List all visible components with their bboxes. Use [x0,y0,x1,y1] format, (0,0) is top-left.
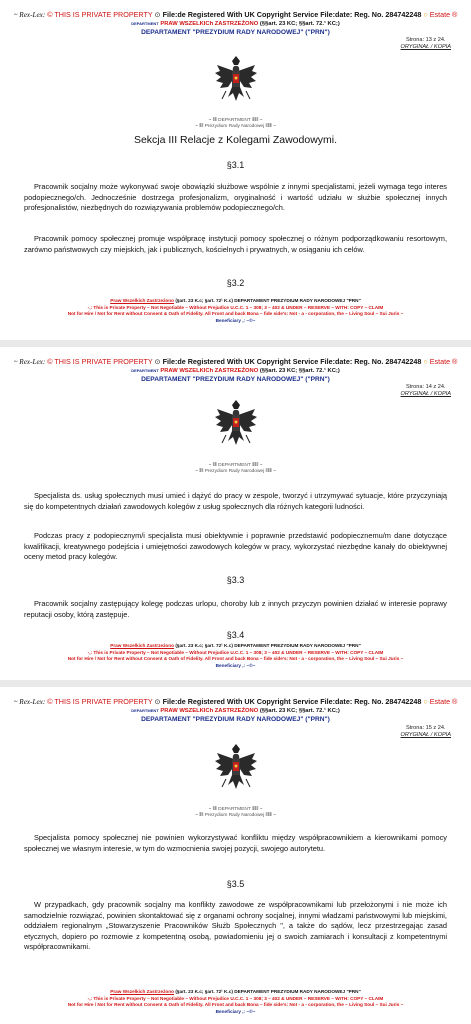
department-name: DEPARTAMENT "PREZYDIUM RADY NARODOWEJ" ("PRN") [141,716,330,723]
page-info [401,725,451,739]
header-line-1: ~ Rex-Lex: © THIS IS PRIVATE PROPERTY ⊙ File:de Registered With UK Copyright Service File:date: Reg. No. 284742248 ○ Estate ® [13,357,458,366]
section-heading-3-2: §3.2 [226,278,245,288]
header-line-2: DEPARTMENT PRAW WSZELKICh ZASTRZEŻONO (§§art. 23 KC; §§art. 72.¹ KC;) [131,368,340,374]
emblem-caption: ~ ⦀⦀ DEPARTMENT ⦀⦀⦀ ~ ~ ⦀⦀ Prezydium Rady Narodowej ⦀⦀⦀ ~ [195,118,276,129]
footer: Praw Wszelkich Zastrzeżono (§art. 23 K.c; §art. 72¹ K.c) DEPARTAMENT PREZYDIUM RADY NARODOWEJ "PRN" -,: This is Private Property – Not Negotiable – Without Prejudice U.C.C. 1 – 308; 3 – 402 & UNDER – RESERVE – WITH: COPY – CLAIM Not for Hire / Not for Rent without Consent & Oath of Fidelity. All Front and back Bona – fide side's: Not - a - corporation, the – Living Soul – Sui Juris – Beneficiary ,: ~©~ [67,989,404,1014]
header-line-1: ~ Rex-Lex: © THIS IS PRIVATE PROPERTY ⊙ File:de Registered With UK Copyright Service File:date: Reg. No. 284742248 ○ Estate ® [13,10,458,19]
paragraph: Podczas pracy z podopiecznym/i specjalista musi obiektywnie i poprawnie przedstawić podopiecznemu/m dane dotyczące kwalifikacji, kreatywnego podejścia i umiejętności zawodowych kolegów w pracy, wykorzystać niezbędne kanały do obiektywnej oceny metod pracy kolegów. [24,531,447,561]
header-line-2: DEPARTMENT PRAW WSZELKICh ZASTRZEŻONO (§§art. 23 KC; §§art. 72.¹ KC;) [131,708,340,714]
footer: Praw Wszelkich Zastrzeżono (§art. 23 K.c; §art. 72¹ K.c) DEPARTAMENT PREZYDIUM RADY NARODOWEJ "PRN" -,: This is Private Property – Not Negotiable – Without Prejudice U.C.C. 1 – 308; 3 – 402 & UNDER – RESERVE – WITH: COPY – CLAIM Not for Hire / Not for Rent without Consent & Oath of Fidelity. All Front and back Bona – fide side's: Not - a - corporation, the – Living Soul – Sui Juris – Beneficiary ,: ~©~ [67,643,404,668]
eagle-emblem-icon [213,743,259,793]
header-line-2: DEPARTMENT PRAW WSZELKICh ZASTRZEŻONO (§§art. 23 KC; §§art. 72.¹ KC;) [131,21,340,27]
page-info [401,37,451,51]
page-number: Strona: 13 z 24. [406,37,446,43]
department-name: DEPARTAMENT "PREZYDIUM RADY NARODOWEJ" ("PRN") [141,29,330,36]
footer: Praw Wszelkich Zastrzeżono (§art. 23 K.c; §art. 72¹ K.c) DEPARTAMENT PREZYDIUM RADY NARODOWEJ "PRN" -,: This is Private Property – Not Negotiable – Without Prejudice U.C.C. 1 – 308; 3 – 402 & UNDER – RESERVE – WITH: COPY – CLAIM Not for Hire / Not for Rent without Consent & Oath of Fidelity. All Front and back Bona – fide side's: Not - a - corporation, the – Living Soul – Sui Juris – Beneficiary ,: ~©~ [67,298,404,323]
page-number: Strona: 14 z 24. [406,384,446,390]
document-page-15 [0,687,471,1024]
original-copy-label: ORYGINAŁ / KOPIA [400,732,451,738]
section-title: Sekcja III Relacje z Kolegami Zawodowymi. [133,134,338,146]
eagle-emblem-icon [213,399,259,449]
paragraph: Specjalista ds. usług społecznych musi umieć i dążyć do pracy w zespole, tworzyć i utrzymywać sytuacje, które przyczyniają się do kompetentnych działań zawodowych kolegów z usług społecznych dla różnych kategorii ludności. [24,491,447,511]
emblem-caption: ~ ⦀⦀ DEPARTMENT ⦀⦀⦀ ~ ~ ⦀⦀ Prezydium Rady Narodowej ⦀⦀⦀ ~ [195,807,276,818]
paragraph: Pracownik socjalny może wykonywać swoje obowiązki służbowe wspólnie z innymi specjalistami, jeżeli wymaga tego interes podopiecznego/ch. Jednocześnie dostrzega profesjonalizm, oryginalność i wartość udziału w służbie społecznej innych profesjonalistów, niezbędnych do rozwiązywania problemów podopiecznego/ch. [24,182,447,212]
page-info [401,384,451,398]
paragraph: Pracownik socjalny zastępujący kolegę podczas urlopu, choroby lub z innych przyczyn powinien działać w interesie poprawy reputacji osoby, którą zastępuje. [24,599,447,619]
section-heading-3-3: §3.3 [226,575,245,585]
paragraph: Pracownik pomocy społecznej promuje współpracę instytucji pomocy społecznej o różnym podporządkowaniu resortowym, zarówno państwowych czy miejskich, jak i publicznych, kościelnych i prywatnych, w osiąganiu ich celów. [24,234,447,254]
section-heading-3-1: §3.1 [226,160,245,170]
original-copy-label: ORYGINAŁ / KOPIA [400,44,451,50]
header-line-1: ~ Rex-Lex: © THIS IS PRIVATE PROPERTY ⊙ File:de Registered With UK Copyright Service File:date: Reg. No. 284742248 ○ Estate ® [13,697,458,706]
emblem-caption: ~ ⦀⦀ DEPARTMENT ⦀⦀⦀ ~ ~ ⦀⦀ Prezydium Rady Narodowej ⦀⦀⦀ ~ [195,463,276,474]
document-page-14 [0,347,471,680]
paragraph: W przypadkach, gdy pracownik socjalny ma konflikty zawodowe ze współpracownikami lub przełożonymi i nie może ich samodzielnie rozwiązać, powinien skontaktować się z organami ochrony socjalnej, innymi władzami państwowymi lub miejskimi, oddziałem regionalnym „Stowarzyszenie Pracowników Służb Społecznych ", a także do sądów, lecz przestrzegając zasad etycznych, dopiero po rozmowie z kompetentną osobą, powiadomieniu jej o swoich zamiarach i konsultacji z kompetentnymi współpracownikami. [24,900,447,951]
eagle-emblem-icon [213,55,259,105]
paragraph: Specjalista pomocy społecznej nie powinien wykorzystywać konfliktu między współpracownikiem a kierownikami pomocy społecznej we własnym interesie, w tym do wzmocnienia swojej pozycji, swojego autorytetu. [24,833,447,853]
section-heading-3-4: §3.4 [226,630,245,640]
original-copy-label: ORYGINAŁ / KOPIA [400,391,451,397]
page-number: Strona: 15 z 24. [406,725,446,731]
section-heading-3-5: §3.5 [226,879,245,889]
department-name: DEPARTAMENT "PREZYDIUM RADY NARODOWEJ" ("PRN") [141,376,330,383]
document-page-13 [0,0,471,340]
